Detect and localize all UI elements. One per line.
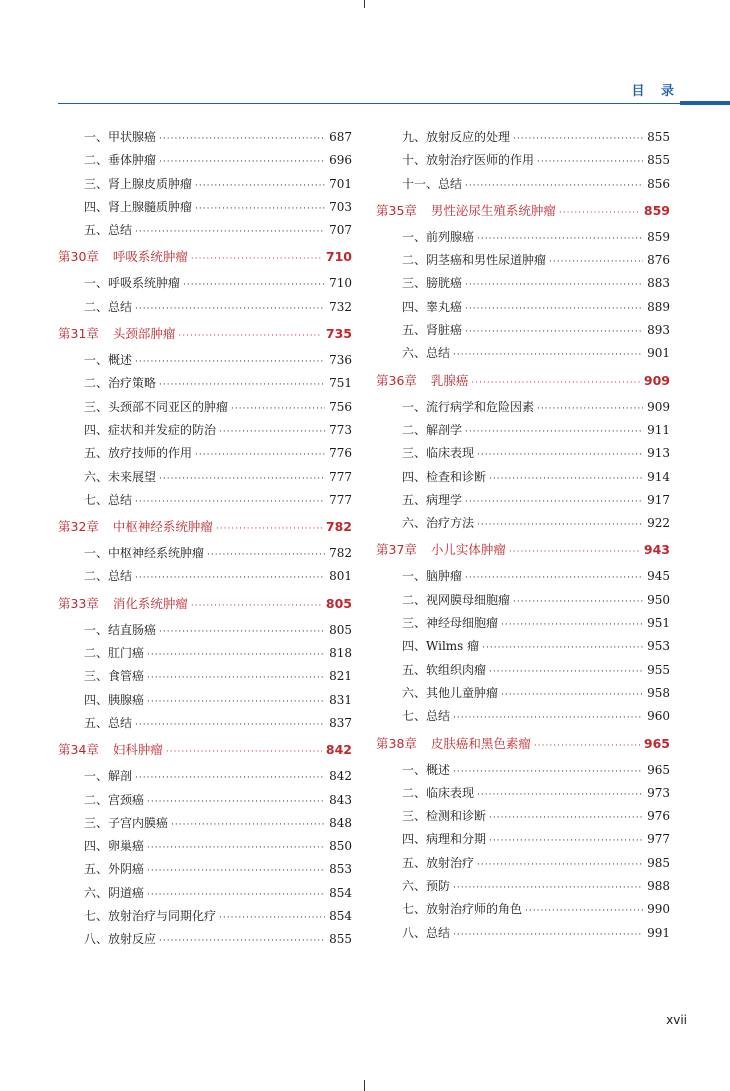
toc-chapter-heading[interactable] bbox=[58, 589, 352, 619]
entry-title: 三、子宫内膜癌 bbox=[84, 815, 169, 830]
entry-title: 二、阴茎癌和男性尿道肿瘤 bbox=[402, 253, 547, 268]
page-ref: 973 bbox=[647, 785, 670, 800]
dot-leader bbox=[465, 567, 643, 590]
entry-title: 四、检查和诊断 bbox=[402, 469, 487, 484]
toc-entry[interactable] bbox=[58, 542, 352, 565]
page-ref: 955 bbox=[647, 662, 670, 677]
entry-title: 二、总结 bbox=[84, 569, 133, 584]
toc-entry[interactable] bbox=[58, 442, 352, 465]
toc-entry[interactable] bbox=[376, 759, 670, 782]
dot-leader bbox=[159, 930, 325, 953]
dot-leader bbox=[534, 731, 640, 761]
dot-leader bbox=[178, 321, 321, 351]
page-ref: 732 bbox=[329, 299, 352, 314]
dot-leader bbox=[159, 374, 325, 397]
dot-leader bbox=[501, 614, 643, 637]
page-ref: 773 bbox=[329, 422, 352, 437]
toc-entry[interactable] bbox=[376, 149, 670, 172]
chapter-title: 小儿实体肿瘤 bbox=[430, 542, 506, 558]
toc-entry[interactable] bbox=[58, 835, 352, 858]
page-ref: 953 bbox=[647, 639, 670, 654]
entry-title: 二、宫颈癌 bbox=[84, 792, 145, 807]
entry-title: 十一、总结 bbox=[402, 176, 463, 191]
page-ref: 945 bbox=[647, 569, 670, 584]
toc-entry[interactable] bbox=[376, 319, 670, 342]
page-ref: 818 bbox=[329, 646, 352, 661]
entry-title: 五、放疗技师的作用 bbox=[84, 446, 193, 461]
toc-right-column bbox=[376, 126, 670, 945]
dot-leader bbox=[147, 884, 325, 907]
toc-chapter-heading[interactable] bbox=[58, 512, 352, 542]
page-ref: 855 bbox=[647, 153, 670, 168]
toc-entry[interactable] bbox=[376, 249, 670, 272]
entry-title: 七、放射治疗师的角色 bbox=[402, 902, 523, 917]
dot-leader bbox=[537, 151, 643, 174]
page-ref: 842 bbox=[329, 769, 352, 784]
dot-leader bbox=[171, 814, 325, 837]
entry-title: 一、甲状腺癌 bbox=[84, 130, 157, 144]
entry-title: 二、总结 bbox=[84, 299, 133, 314]
toc-entry[interactable] bbox=[58, 173, 352, 196]
toc-entry[interactable] bbox=[58, 882, 352, 905]
dot-leader bbox=[513, 591, 643, 614]
dot-leader bbox=[147, 791, 325, 814]
toc-entry[interactable] bbox=[58, 565, 352, 588]
dot-leader bbox=[465, 274, 643, 297]
toc-entry[interactable] bbox=[376, 272, 670, 295]
dot-leader bbox=[482, 637, 643, 660]
page-ref: 991 bbox=[647, 925, 670, 940]
toc-entry[interactable] bbox=[58, 765, 352, 788]
page-ref: 831 bbox=[329, 692, 352, 707]
toc-entry[interactable] bbox=[58, 466, 352, 489]
page-ref: 856 bbox=[647, 176, 670, 191]
toc-chapter-heading[interactable] bbox=[58, 242, 352, 272]
dot-leader bbox=[231, 398, 325, 421]
page-ref: 837 bbox=[329, 715, 352, 730]
page-ref: 922 bbox=[647, 516, 670, 531]
dot-leader bbox=[216, 514, 322, 544]
dot-leader bbox=[135, 767, 325, 790]
dot-leader bbox=[195, 198, 325, 221]
chapter-number: 第37章 bbox=[376, 542, 417, 558]
chapter-title: 男性泌尿生殖系统肿瘤 bbox=[430, 202, 556, 218]
page-ref: 988 bbox=[647, 879, 670, 894]
dot-leader bbox=[195, 444, 325, 467]
header-rule bbox=[58, 103, 730, 104]
entry-title: 八、放射反应 bbox=[84, 932, 157, 947]
dot-leader bbox=[135, 567, 325, 590]
entry-title: 二、治疗策略 bbox=[84, 376, 157, 391]
dot-leader bbox=[166, 737, 322, 767]
toc-entry[interactable] bbox=[58, 489, 352, 512]
toc-entry[interactable] bbox=[58, 196, 352, 219]
chapter-title: 皮肤癌和黑色素瘤 bbox=[430, 735, 531, 751]
dot-leader bbox=[453, 877, 643, 900]
entry-title: 一、解剖 bbox=[84, 769, 133, 784]
entry-title: 六、预防 bbox=[402, 879, 451, 894]
toc-entry[interactable] bbox=[376, 126, 670, 149]
chapter-title: 头颈部肿瘤 bbox=[112, 326, 176, 342]
toc-entry[interactable] bbox=[58, 296, 352, 319]
entry-title: 七、总结 bbox=[84, 492, 133, 507]
page-ref: 909 bbox=[647, 399, 670, 414]
dot-leader bbox=[537, 398, 643, 421]
dot-leader bbox=[501, 684, 643, 707]
chapter-number: 第35章 bbox=[376, 202, 417, 218]
entry-title: 四、肾上腺髓质肿瘤 bbox=[84, 199, 193, 214]
crop-mark-bottom bbox=[364, 1080, 365, 1091]
entry-title: 二、临床表现 bbox=[402, 785, 475, 800]
entry-title: 五、总结 bbox=[84, 715, 133, 730]
dot-leader bbox=[135, 714, 325, 737]
page-ref: 990 bbox=[647, 902, 670, 917]
toc-entry[interactable] bbox=[58, 789, 352, 812]
toc-entry[interactable] bbox=[376, 875, 670, 898]
toc-entry[interactable] bbox=[58, 689, 352, 712]
toc-entry[interactable] bbox=[58, 928, 352, 951]
toc-entry[interactable] bbox=[58, 812, 352, 835]
toc-entry[interactable] bbox=[58, 712, 352, 735]
page-ref: 736 bbox=[329, 353, 352, 368]
page-ref: 960 bbox=[647, 709, 670, 724]
entry-title: 二、肛门癌 bbox=[84, 646, 145, 661]
page-ref: 696 bbox=[329, 153, 352, 168]
dot-leader bbox=[147, 644, 325, 667]
entry-title: 六、总结 bbox=[402, 346, 451, 361]
entry-title: 三、神经母细胞瘤 bbox=[402, 616, 499, 631]
entry-title: 三、头颈部不同亚区的肿瘤 bbox=[84, 399, 229, 414]
entry-title: 三、膀胱癌 bbox=[402, 276, 463, 291]
entry-title: 四、病理和分期 bbox=[402, 832, 487, 847]
dot-leader bbox=[159, 128, 325, 151]
page-ref: 710 bbox=[329, 276, 352, 291]
dot-leader bbox=[465, 421, 643, 444]
page-ref: 782 bbox=[329, 546, 352, 561]
page-ref: 707 bbox=[329, 223, 352, 238]
toc-entry[interactable] bbox=[58, 905, 352, 928]
dot-leader bbox=[191, 591, 322, 621]
toc-chapter-heading[interactable] bbox=[376, 366, 670, 396]
toc-entry[interactable] bbox=[376, 342, 670, 365]
entry-title: 五、放射治疗 bbox=[402, 855, 475, 870]
page-ref: 801 bbox=[329, 569, 352, 584]
entry-title: 三、肾上腺皮质肿瘤 bbox=[84, 176, 193, 191]
page-ref: 850 bbox=[329, 839, 352, 854]
entry-title: 一、中枢神经系统肿瘤 bbox=[84, 546, 205, 561]
page-ref: 876 bbox=[647, 253, 670, 268]
page-ref: 913 bbox=[647, 446, 670, 461]
toc-chapter-heading[interactable] bbox=[58, 735, 352, 765]
page-ref: 805 bbox=[325, 595, 352, 611]
entry-title: 十、放射治疗医师的作用 bbox=[402, 153, 535, 168]
toc-entry[interactable] bbox=[376, 565, 670, 588]
dot-leader bbox=[489, 807, 643, 830]
toc-entry[interactable] bbox=[376, 898, 670, 921]
dot-leader bbox=[489, 468, 643, 491]
toc-entry[interactable] bbox=[376, 805, 670, 828]
page-ref: 917 bbox=[647, 492, 670, 507]
chapter-number: 第31章 bbox=[58, 326, 99, 342]
dot-leader bbox=[559, 198, 640, 228]
toc-entry[interactable] bbox=[58, 419, 352, 442]
page-ref: 976 bbox=[647, 809, 670, 824]
page-ref: 848 bbox=[329, 815, 352, 830]
toc-entry[interactable] bbox=[376, 922, 670, 945]
dot-leader bbox=[135, 298, 325, 321]
chapter-number: 第38章 bbox=[376, 735, 417, 751]
entry-title: 七、放射治疗与同期化疗 bbox=[84, 909, 217, 924]
page-ref: 777 bbox=[329, 492, 352, 507]
entry-title: 六、阴道癌 bbox=[84, 885, 145, 900]
dot-leader bbox=[159, 151, 325, 174]
dot-leader bbox=[147, 837, 325, 860]
toc-entry[interactable] bbox=[58, 665, 352, 688]
page-ref: 883 bbox=[647, 276, 670, 291]
entry-title: 四、卵巢癌 bbox=[84, 839, 145, 854]
toc-entry[interactable] bbox=[376, 659, 670, 682]
dot-leader bbox=[219, 421, 325, 444]
toc-entry[interactable] bbox=[58, 126, 352, 149]
dot-leader bbox=[183, 274, 325, 297]
entry-title: 一、结直肠癌 bbox=[84, 622, 157, 637]
page-ref: 842 bbox=[325, 742, 352, 758]
dot-leader bbox=[465, 491, 643, 514]
page-ref: 859 bbox=[647, 229, 670, 244]
page-ref: 843 bbox=[329, 792, 352, 807]
dot-leader bbox=[453, 761, 643, 784]
page-ref: 950 bbox=[647, 592, 670, 607]
toc-entry[interactable] bbox=[376, 396, 670, 419]
page-ref: 855 bbox=[647, 130, 670, 144]
entry-title: 七、总结 bbox=[402, 709, 451, 724]
toc-entry[interactable] bbox=[58, 272, 352, 295]
toc-entry[interactable] bbox=[376, 226, 670, 249]
toc-entry[interactable] bbox=[376, 828, 670, 851]
dot-leader bbox=[465, 298, 643, 321]
dot-leader bbox=[477, 784, 643, 807]
dot-leader bbox=[135, 491, 325, 514]
page-ref: 777 bbox=[329, 469, 352, 484]
entry-title: 八、总结 bbox=[402, 925, 451, 940]
page-ref: 854 bbox=[329, 909, 352, 924]
dot-leader bbox=[195, 175, 325, 198]
toc-entry[interactable] bbox=[376, 852, 670, 875]
page-ref: 701 bbox=[329, 176, 352, 191]
dot-leader bbox=[525, 900, 643, 923]
dot-leader bbox=[471, 368, 639, 398]
chapter-title: 乳腺癌 bbox=[430, 372, 469, 388]
toc-chapter-heading[interactable] bbox=[58, 319, 352, 349]
page-ref: 911 bbox=[647, 422, 670, 437]
chapter-number: 第30章 bbox=[58, 249, 99, 265]
entry-title: 五、总结 bbox=[84, 223, 133, 238]
crop-mark-top bbox=[364, 0, 365, 8]
dot-leader bbox=[453, 924, 643, 947]
toc-entry[interactable] bbox=[376, 466, 670, 489]
entry-title: 五、病理学 bbox=[402, 492, 463, 507]
dot-leader bbox=[489, 830, 643, 853]
page-ref: 703 bbox=[329, 199, 352, 214]
toc-entry[interactable] bbox=[376, 682, 670, 705]
entry-title: 三、临床表现 bbox=[402, 446, 475, 461]
dot-leader bbox=[219, 907, 325, 930]
entry-title: 六、治疗方法 bbox=[402, 516, 475, 531]
entry-title: 一、前列腺癌 bbox=[402, 229, 475, 244]
chapter-title: 消化系统肿瘤 bbox=[112, 595, 188, 611]
page-ref: 958 bbox=[647, 685, 670, 700]
page-ref: 977 bbox=[647, 832, 670, 847]
entry-title: 一、脑肿瘤 bbox=[402, 569, 463, 584]
toc-entry[interactable] bbox=[376, 782, 670, 805]
entry-title: 一、概述 bbox=[84, 353, 133, 368]
header-accent-bar bbox=[680, 101, 730, 105]
page-ref: 901 bbox=[647, 346, 670, 361]
page-ref: 735 bbox=[325, 326, 352, 342]
toc-entry[interactable] bbox=[376, 489, 670, 512]
toc-chapter-heading[interactable] bbox=[376, 196, 670, 226]
page-number: xvii bbox=[666, 1013, 687, 1027]
page-ref: 756 bbox=[329, 399, 352, 414]
entry-title: 六、未来展望 bbox=[84, 469, 157, 484]
page-ref: 855 bbox=[329, 932, 352, 947]
page-ref: 854 bbox=[329, 885, 352, 900]
dot-leader bbox=[147, 860, 325, 883]
dot-leader bbox=[453, 707, 643, 730]
page-ref: 859 bbox=[643, 202, 670, 218]
entry-title: 四、胰腺癌 bbox=[84, 692, 145, 707]
dot-leader bbox=[159, 468, 325, 491]
toc-entry[interactable] bbox=[58, 642, 352, 665]
entry-title: 四、Wilms 瘤 bbox=[402, 639, 480, 654]
toc-entry[interactable] bbox=[376, 442, 670, 465]
entry-title: 四、睾丸癌 bbox=[402, 299, 463, 314]
dot-leader bbox=[159, 621, 325, 644]
page-ref: 893 bbox=[647, 323, 670, 338]
dot-leader bbox=[147, 667, 325, 690]
page-ref: 889 bbox=[647, 299, 670, 314]
entry-title: 四、症状和并发症的防治 bbox=[84, 422, 217, 437]
chapter-number: 第32章 bbox=[58, 519, 99, 535]
dot-leader bbox=[509, 537, 640, 567]
toc-entry[interactable] bbox=[376, 589, 670, 612]
dot-leader bbox=[135, 351, 325, 374]
toc-entry[interactable] bbox=[376, 635, 670, 658]
entry-title: 一、概述 bbox=[402, 762, 451, 777]
page-ref: 782 bbox=[325, 519, 352, 535]
entry-title: 六、其他儿童肿瘤 bbox=[402, 685, 499, 700]
page-ref: 687 bbox=[329, 130, 352, 144]
toc-entry[interactable] bbox=[376, 296, 670, 319]
toc-entry[interactable] bbox=[58, 619, 352, 642]
dot-leader bbox=[465, 321, 643, 344]
toc-entry[interactable] bbox=[58, 396, 352, 419]
entry-title: 五、肾脏癌 bbox=[402, 323, 463, 338]
entry-title: 三、食管癌 bbox=[84, 669, 145, 684]
toc-entry[interactable] bbox=[58, 219, 352, 242]
toc-entry[interactable] bbox=[58, 349, 352, 372]
page-ref: 914 bbox=[647, 469, 670, 484]
page-ref: 853 bbox=[329, 862, 352, 877]
dot-leader bbox=[477, 228, 643, 251]
page-ref: 710 bbox=[325, 249, 352, 265]
toc-entry[interactable] bbox=[376, 705, 670, 728]
entry-title: 五、软组织肉瘤 bbox=[402, 662, 487, 677]
dot-leader bbox=[465, 175, 643, 198]
entry-title: 一、呼吸系统肿瘤 bbox=[84, 276, 181, 291]
dot-leader bbox=[513, 128, 643, 151]
toc-chapter-heading[interactable] bbox=[376, 729, 670, 759]
page-ref: 805 bbox=[329, 622, 352, 637]
toc-entry[interactable] bbox=[376, 512, 670, 535]
dot-leader bbox=[477, 854, 643, 877]
dot-leader bbox=[549, 251, 643, 274]
entry-title: 三、检测和诊断 bbox=[402, 809, 487, 824]
chapter-title: 妇科肿瘤 bbox=[112, 742, 163, 758]
entry-title: 二、解剖学 bbox=[402, 422, 463, 437]
chapter-number: 第34章 bbox=[58, 742, 99, 758]
dot-leader bbox=[135, 221, 325, 244]
entry-title: 五、外阴癌 bbox=[84, 862, 145, 877]
toc-chapter-heading[interactable] bbox=[376, 535, 670, 565]
toc-entry[interactable] bbox=[58, 372, 352, 395]
chapter-title: 呼吸系统肿瘤 bbox=[112, 249, 188, 265]
toc-entry[interactable] bbox=[376, 173, 670, 196]
toc-entry[interactable] bbox=[376, 419, 670, 442]
entry-title: 二、垂体肿瘤 bbox=[84, 153, 157, 168]
chapter-number: 第36章 bbox=[376, 372, 417, 388]
entry-title: 一、流行病学和危险因素 bbox=[402, 399, 535, 414]
dot-leader bbox=[477, 514, 643, 537]
dot-leader bbox=[489, 661, 643, 684]
page-ref: 776 bbox=[329, 446, 352, 461]
toc-entry[interactable] bbox=[58, 149, 352, 172]
page-ref: 943 bbox=[643, 542, 670, 558]
dot-leader bbox=[477, 444, 643, 467]
chapter-title: 中枢神经系统肿瘤 bbox=[112, 519, 213, 535]
page-header-title: 目 录 bbox=[631, 84, 680, 99]
page-ref: 751 bbox=[329, 376, 352, 391]
entry-title: 九、放射反应的处理 bbox=[402, 130, 511, 144]
dot-leader bbox=[191, 244, 322, 274]
chapter-number: 第33章 bbox=[58, 595, 99, 611]
dot-leader bbox=[147, 691, 325, 714]
toc-entry[interactable] bbox=[58, 858, 352, 881]
entry-title: 二、视网膜母细胞瘤 bbox=[402, 592, 511, 607]
toc-left-column bbox=[58, 126, 352, 952]
page-ref: 909 bbox=[643, 372, 670, 388]
dot-leader bbox=[453, 344, 643, 367]
dot-leader bbox=[207, 544, 325, 567]
page-ref: 965 bbox=[643, 735, 670, 751]
page-ref: 985 bbox=[647, 855, 670, 870]
page-ref: 951 bbox=[647, 616, 670, 631]
toc-entry[interactable] bbox=[376, 612, 670, 635]
page-ref: 821 bbox=[329, 669, 352, 684]
page-ref: 965 bbox=[647, 762, 670, 777]
